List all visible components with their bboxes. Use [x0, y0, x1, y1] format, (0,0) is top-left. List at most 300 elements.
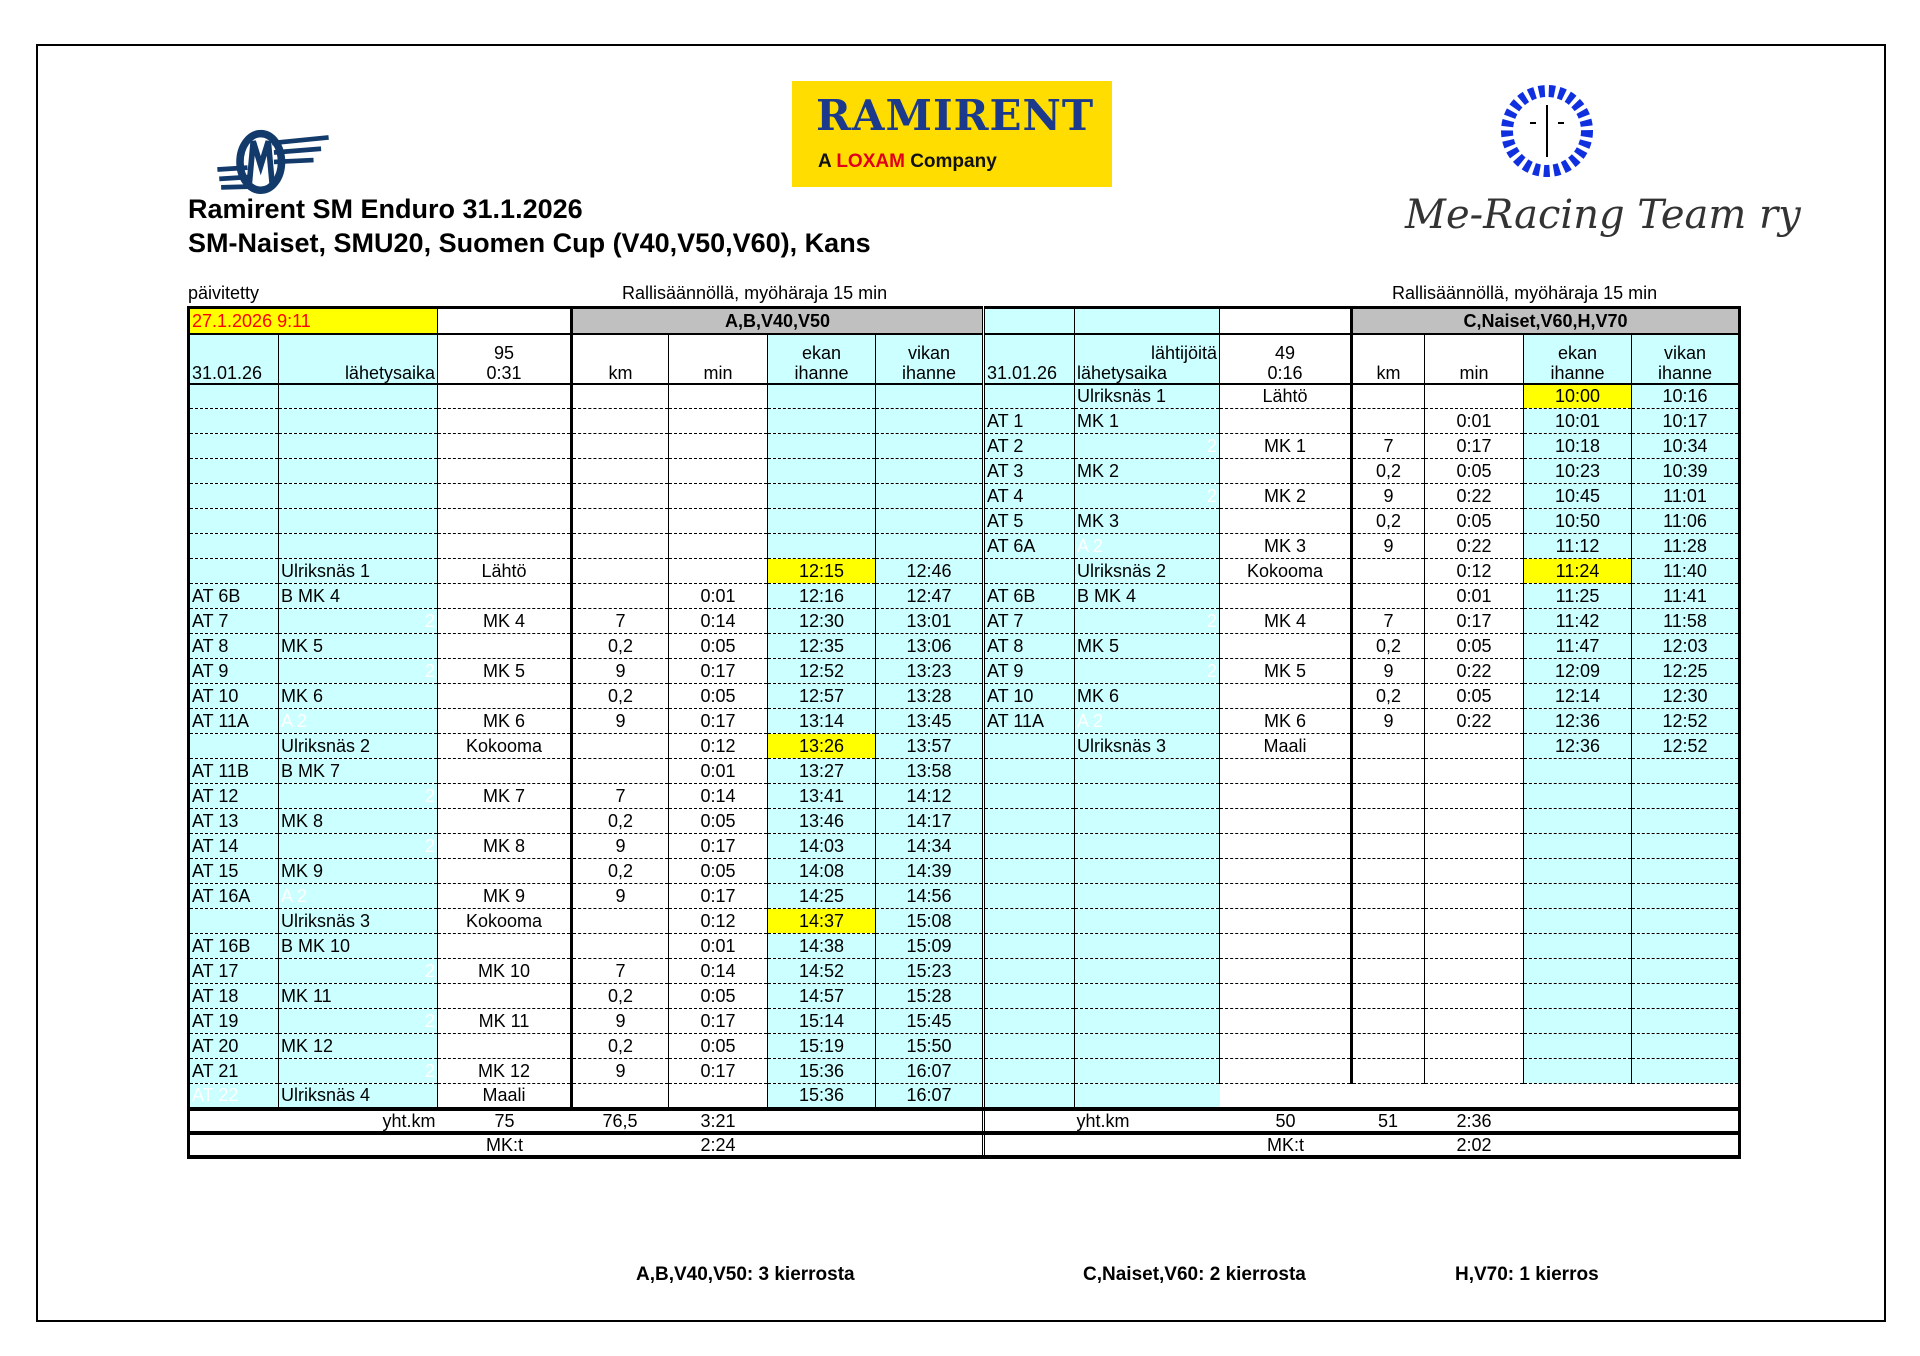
left-stage-cell: AT 12	[189, 784, 279, 809]
left-control-cell	[438, 634, 572, 659]
left-place-cell: B MK 10	[279, 934, 438, 959]
right-min-cell	[1425, 909, 1524, 934]
left-place-cell: MK 6	[279, 684, 438, 709]
left-min-cell: 0:05	[669, 859, 768, 884]
right-first-ideal-cell	[1524, 1034, 1632, 1059]
table-row	[189, 459, 1740, 484]
left-last-ideal-cell: 14:39	[876, 859, 984, 884]
left-first-ideal-cell: 14:37	[768, 909, 876, 934]
right-last-ideal-cell	[1632, 934, 1740, 959]
right-min-cell	[1425, 834, 1524, 859]
left-place-cell: 2	[279, 959, 438, 984]
right-date: 31.01.26	[984, 334, 1075, 384]
right-first-ideal-cell: 11:25	[1524, 584, 1632, 609]
right-place-cell: 2	[1075, 659, 1220, 684]
left-km-cell	[572, 534, 669, 559]
left-km-cell	[572, 409, 669, 434]
table-row	[189, 559, 1740, 584]
table-row	[189, 884, 1740, 909]
left-first-ideal-cell	[768, 384, 876, 409]
right-stage-cell: AT 4	[984, 484, 1075, 509]
right-min-cell	[1425, 384, 1524, 409]
left-first-ideal-cell	[768, 434, 876, 459]
right-km-cell: 9	[1352, 659, 1425, 684]
right-stage-cell	[984, 884, 1075, 909]
right-control-cell	[1220, 884, 1352, 909]
table-row	[189, 384, 1740, 409]
left-stage-cell: AT 10	[189, 684, 279, 709]
right-count-interval: 49 0:16	[1220, 334, 1352, 384]
right-last-ideal-cell	[1632, 909, 1740, 934]
right-last-ideal-cell: 12:25	[1632, 659, 1740, 684]
left-control-cell: MK 12	[438, 1059, 572, 1084]
right-stage-cell	[984, 559, 1075, 584]
right-last-ideal-cell: 12:03	[1632, 634, 1740, 659]
right-place-cell	[1075, 859, 1220, 884]
right-control-cell	[1220, 809, 1352, 834]
right-km-cell: 0,2	[1352, 634, 1425, 659]
right-first-ideal-cell: 10:01	[1524, 409, 1632, 434]
right-place-cell	[1075, 834, 1220, 859]
right-km-cell: 7	[1352, 609, 1425, 634]
left-stage-cell: AT 17	[189, 959, 279, 984]
right-last-ideal-cell	[1632, 809, 1740, 834]
left-control-cell	[438, 934, 572, 959]
left-control-cell: MK 4	[438, 609, 572, 634]
left-km-cell: 9	[572, 1059, 669, 1084]
table-row	[189, 684, 1740, 709]
table-row	[189, 984, 1740, 1009]
left-km-cell: 0,2	[572, 1034, 669, 1059]
left-last-ideal-cell: 15:50	[876, 1034, 984, 1059]
right-km-cell	[1352, 1009, 1425, 1034]
table-row	[189, 1059, 1740, 1084]
left-first-ideal-cell: 13:41	[768, 784, 876, 809]
updated-date: 27.1.2026 9:11	[189, 308, 438, 334]
left-place-cell	[279, 384, 438, 409]
left-km-cell: 0,2	[572, 634, 669, 659]
right-stage-cell	[984, 734, 1075, 759]
right-place-cell: MK 1	[1075, 409, 1220, 434]
right-min-cell: 0:01	[1425, 409, 1524, 434]
left-total-km-b: 76,5	[572, 1109, 669, 1133]
right-stage-cell	[984, 759, 1075, 784]
right-km-cell	[1352, 384, 1425, 409]
table-row	[189, 934, 1740, 959]
table-row	[189, 734, 1740, 759]
right-first-ideal-cell	[1524, 934, 1632, 959]
left-control-cell	[438, 584, 572, 609]
left-km-cell: 9	[572, 659, 669, 684]
right-stage-cell	[984, 959, 1075, 984]
left-count-interval: 95 0:31	[438, 334, 572, 384]
right-place-cell: B MK 4	[1075, 584, 1220, 609]
right-first-ideal-cell: 12:14	[1524, 684, 1632, 709]
table-row	[189, 609, 1740, 634]
right-last-ideal-cell	[1632, 959, 1740, 984]
left-place-cell	[279, 484, 438, 509]
right-control-cell	[1220, 1084, 1352, 1109]
left-last-ideal-cell	[876, 484, 984, 509]
left-min-cell	[669, 534, 768, 559]
table-row	[189, 759, 1740, 784]
right-control-cell: Kokooma	[1220, 559, 1352, 584]
right-last-ideal-cell	[1632, 759, 1740, 784]
right-control-cell	[1220, 934, 1352, 959]
right-first-ideal-cell	[1524, 909, 1632, 934]
left-control-cell: MK 5	[438, 659, 572, 684]
right-stage-cell	[984, 834, 1075, 859]
left-km-cell	[572, 734, 669, 759]
left-km-header: km	[572, 334, 669, 384]
right-place-cell: 2	[1075, 609, 1220, 634]
right-stage-cell	[984, 784, 1075, 809]
left-first-ideal-cell: 14:57	[768, 984, 876, 1009]
right-km-cell	[1352, 1084, 1425, 1109]
left-min-cell: 0:14	[669, 959, 768, 984]
right-place-cell: Ulriksnäs 3	[1075, 734, 1220, 759]
right-min-cell	[1425, 984, 1524, 1009]
right-control-cell: MK 5	[1220, 659, 1352, 684]
left-min-cell: 0:01	[669, 759, 768, 784]
left-first-ideal-cell: 15:14	[768, 1009, 876, 1034]
left-first-ideal-cell	[768, 409, 876, 434]
right-last-ideal-header: vikan ihanne	[1632, 334, 1740, 384]
laps-note-c: C,Naiset,V60: 2 kierrosta	[1083, 1264, 1306, 1285]
left-first-ideal-cell: 15:36	[768, 1059, 876, 1084]
left-stage-cell	[189, 734, 279, 759]
page-title: Ramirent SM Enduro 31.1.2026	[188, 194, 583, 224]
left-last-ideal-cell: 15:28	[876, 984, 984, 1009]
right-last-ideal-cell: 11:58	[1632, 609, 1740, 634]
right-last-ideal-cell: 11:01	[1632, 484, 1740, 509]
left-stage-cell: AT 11B	[189, 759, 279, 784]
right-first-ideal-cell: 11:12	[1524, 534, 1632, 559]
me-racing-logo-text: Me-Racing Team ry	[1405, 192, 1801, 238]
right-place-cell	[1075, 809, 1220, 834]
right-stage-cell	[984, 384, 1075, 409]
left-control-cell	[438, 384, 572, 409]
right-last-ideal-cell	[1632, 859, 1740, 884]
left-last-ideal-cell	[876, 434, 984, 459]
left-min-cell: 0:17	[669, 834, 768, 859]
left-control-cell: MK 6	[438, 709, 572, 734]
left-last-ideal-header: vikan ihanne	[876, 334, 984, 384]
right-km-cell: 0,2	[1352, 684, 1425, 709]
right-stage-cell: AT 2	[984, 434, 1075, 459]
right-place-cell	[1075, 1009, 1220, 1034]
right-control-cell	[1220, 859, 1352, 884]
totals-km-row	[189, 1109, 1740, 1133]
laps-note-a: A,B,V40,V50: 3 kierrosta	[636, 1264, 855, 1285]
right-first-ideal-cell	[1524, 809, 1632, 834]
right-min-header: min	[1425, 334, 1524, 384]
left-km-cell: 0,2	[572, 859, 669, 884]
right-place-cell	[1075, 884, 1220, 909]
right-km-header: km	[1352, 334, 1425, 384]
left-first-ideal-cell	[768, 509, 876, 534]
right-km-cell	[1352, 1059, 1425, 1084]
sml-logo	[212, 128, 334, 194]
left-min-cell: 0:05	[669, 634, 768, 659]
left-min-cell: 0:05	[669, 809, 768, 834]
left-place-cell: 2	[279, 609, 438, 634]
right-last-ideal-cell	[1632, 1059, 1740, 1084]
left-last-ideal-cell: 16:07	[876, 1059, 984, 1084]
left-km-cell	[572, 559, 669, 584]
left-min-cell	[669, 384, 768, 409]
left-last-ideal-cell	[876, 384, 984, 409]
right-first-ideal-cell: 10:45	[1524, 484, 1632, 509]
right-stage-cell: AT 3	[984, 459, 1075, 484]
table-row	[189, 809, 1740, 834]
table-row	[189, 434, 1740, 459]
right-km-cell: 9	[1352, 534, 1425, 559]
right-km-cell	[1352, 559, 1425, 584]
right-first-ideal-cell: 10:50	[1524, 509, 1632, 534]
left-first-ideal-cell: 13:46	[768, 809, 876, 834]
right-km-cell	[1352, 759, 1425, 784]
right-km-cell	[1352, 959, 1425, 984]
right-first-ideal-cell: 11:42	[1524, 609, 1632, 634]
right-last-ideal-cell: 12:30	[1632, 684, 1740, 709]
right-last-ideal-cell	[1632, 784, 1740, 809]
right-last-ideal-cell: 10:17	[1632, 409, 1740, 434]
left-control-cell	[438, 459, 572, 484]
right-first-ideal-cell: 12:09	[1524, 659, 1632, 684]
left-mk-label: MK:t	[438, 1133, 572, 1157]
left-stage-cell: AT 16B	[189, 934, 279, 959]
left-km-cell	[572, 459, 669, 484]
right-km-cell: 7	[1352, 434, 1425, 459]
right-last-ideal-cell	[1632, 984, 1740, 1009]
right-control-cell	[1220, 784, 1352, 809]
left-min-cell: 0:01	[669, 934, 768, 959]
right-last-ideal-cell	[1632, 884, 1740, 909]
left-control-cell	[438, 434, 572, 459]
right-min-cell: 0:05	[1425, 459, 1524, 484]
right-km-cell: 0,2	[1352, 509, 1425, 534]
right-mk-time: 2:02	[1425, 1133, 1524, 1157]
right-km-cell	[1352, 909, 1425, 934]
left-control-cell: Kokooma	[438, 734, 572, 759]
left-stage-cell: AT 6B	[189, 584, 279, 609]
right-total-km-b: 51	[1352, 1109, 1425, 1133]
page-subtitle: SM-Naiset, SMU20, Suomen Cup (V40,V50,V60), Kans	[188, 228, 871, 258]
left-place-cell	[279, 459, 438, 484]
left-control-cell: MK 8	[438, 834, 572, 859]
right-min-cell	[1425, 934, 1524, 959]
right-min-cell	[1425, 809, 1524, 834]
right-km-cell	[1352, 884, 1425, 909]
left-control-cell	[438, 759, 572, 784]
right-control-cell	[1220, 634, 1352, 659]
left-control-cell	[438, 534, 572, 559]
left-last-ideal-cell: 13:23	[876, 659, 984, 684]
left-place-cell: A 2	[279, 709, 438, 734]
right-first-ideal-cell: 12:36	[1524, 709, 1632, 734]
left-control-cell	[438, 409, 572, 434]
right-control-cell: MK 4	[1220, 609, 1352, 634]
table-row	[189, 834, 1740, 859]
left-place-cell: Ulriksnäs 2	[279, 734, 438, 759]
left-stage-cell: AT 15	[189, 859, 279, 884]
left-control-cell	[438, 984, 572, 1009]
right-control-cell: MK 2	[1220, 484, 1352, 509]
left-control-cell	[438, 684, 572, 709]
left-first-ideal-cell: 12:30	[768, 609, 876, 634]
table-row	[189, 709, 1740, 734]
right-first-ideal-cell	[1524, 859, 1632, 884]
right-km-cell	[1352, 784, 1425, 809]
left-place-cell: MK 5	[279, 634, 438, 659]
left-place-cell	[279, 409, 438, 434]
right-place-cell: Ulriksnäs 1	[1075, 384, 1220, 409]
right-last-ideal-cell: 11:06	[1632, 509, 1740, 534]
right-total-time: 2:36	[1425, 1109, 1524, 1133]
right-control-cell	[1220, 409, 1352, 434]
left-place-cell: 2	[279, 1059, 438, 1084]
right-km-cell	[1352, 834, 1425, 859]
right-min-cell: 0:22	[1425, 534, 1524, 559]
left-min-cell: 0:05	[669, 1034, 768, 1059]
left-first-ideal-cell: 13:26	[768, 734, 876, 759]
schedule-table	[187, 306, 1741, 1159]
left-min-cell: 0:17	[669, 1009, 768, 1034]
right-last-ideal-cell: 10:39	[1632, 459, 1740, 484]
right-stage-cell: AT 6B	[984, 584, 1075, 609]
left-first-ideal-cell: 12:35	[768, 634, 876, 659]
right-stage-cell	[984, 809, 1075, 834]
left-last-ideal-cell: 13:01	[876, 609, 984, 634]
right-place-cell	[1075, 1034, 1220, 1059]
left-place-cell: MK 9	[279, 859, 438, 884]
right-stage-cell	[984, 1084, 1075, 1109]
right-last-ideal-cell	[1632, 1009, 1740, 1034]
right-first-ideal-cell	[1524, 784, 1632, 809]
left-stage-cell: AT 8	[189, 634, 279, 659]
left-min-cell	[669, 434, 768, 459]
left-min-cell: 0:17	[669, 884, 768, 909]
left-place-cell: 2	[279, 834, 438, 859]
right-min-cell: 0:22	[1425, 484, 1524, 509]
left-km-cell: 7	[572, 784, 669, 809]
right-min-cell: 0:12	[1425, 559, 1524, 584]
right-place-cell: 2	[1075, 484, 1220, 509]
left-first-ideal-cell: 15:19	[768, 1034, 876, 1059]
right-control-cell	[1220, 1034, 1352, 1059]
right-last-ideal-cell: 11:41	[1632, 584, 1740, 609]
table-row	[189, 959, 1740, 984]
left-min-cell: 0:05	[669, 984, 768, 1009]
left-last-ideal-cell: 13:06	[876, 634, 984, 659]
left-stage-cell	[189, 384, 279, 409]
right-min-cell	[1425, 959, 1524, 984]
left-last-ideal-cell: 16:07	[876, 1084, 984, 1109]
table-row	[189, 634, 1740, 659]
right-first-ideal-cell: 12:36	[1524, 734, 1632, 759]
right-place-cell: 2	[1075, 434, 1220, 459]
right-last-ideal-cell: 11:40	[1632, 559, 1740, 584]
left-control-cell	[438, 1034, 572, 1059]
left-stage-cell: AT 14	[189, 834, 279, 859]
table-row	[189, 1034, 1740, 1059]
right-km-cell	[1352, 584, 1425, 609]
left-control-cell: MK 10	[438, 959, 572, 984]
left-stage-cell	[189, 509, 279, 534]
left-km-cell: 0,2	[572, 984, 669, 1009]
left-place-cell: B MK 7	[279, 759, 438, 784]
left-stage-cell	[189, 559, 279, 584]
me-racing-emblem	[1500, 83, 1594, 179]
left-first-ideal-cell	[768, 459, 876, 484]
left-min-cell: 0:17	[669, 659, 768, 684]
right-first-ideal-cell: 10:18	[1524, 434, 1632, 459]
right-min-cell: 0:17	[1425, 609, 1524, 634]
right-first-ideal-cell	[1524, 984, 1632, 1009]
left-min-cell: 0:14	[669, 609, 768, 634]
left-km-cell: 9	[572, 834, 669, 859]
left-place-cell: MK 8	[279, 809, 438, 834]
right-min-cell: 0:05	[1425, 634, 1524, 659]
right-min-cell	[1425, 1084, 1524, 1109]
right-km-cell: 9	[1352, 709, 1425, 734]
rule-note-right: Rallisäännöllä, myöhäraja 15 min	[1392, 283, 1658, 303]
right-min-cell	[1425, 759, 1524, 784]
right-control-cell	[1220, 1009, 1352, 1034]
left-km-cell	[572, 909, 669, 934]
right-min-cell: 0:05	[1425, 509, 1524, 534]
left-control-cell: Kokooma	[438, 909, 572, 934]
right-first-ideal-cell	[1524, 884, 1632, 909]
header-blank	[1075, 308, 1220, 334]
right-min-cell: 0:17	[1425, 434, 1524, 459]
left-min-cell: 0:12	[669, 734, 768, 759]
left-stage-cell	[189, 434, 279, 459]
left-last-ideal-cell: 13:45	[876, 709, 984, 734]
left-min-cell: 0:01	[669, 584, 768, 609]
left-stage-cell	[189, 484, 279, 509]
right-control-cell	[1220, 959, 1352, 984]
left-last-ideal-cell: 13:57	[876, 734, 984, 759]
right-last-ideal-cell: 10:34	[1632, 434, 1740, 459]
left-last-ideal-cell: 12:46	[876, 559, 984, 584]
left-stage-cell: AT 7	[189, 609, 279, 634]
left-min-header: min	[669, 334, 768, 384]
left-first-ideal-cell: 12:16	[768, 584, 876, 609]
left-place-cell: MK 11	[279, 984, 438, 1009]
left-last-ideal-cell	[876, 409, 984, 434]
left-min-cell	[669, 459, 768, 484]
left-km-cell: 9	[572, 1009, 669, 1034]
left-km-cell: 0,2	[572, 809, 669, 834]
left-control-cell: MK 11	[438, 1009, 572, 1034]
right-place-cell	[1075, 784, 1220, 809]
left-control-cell	[438, 809, 572, 834]
left-first-ideal-cell: 12:15	[768, 559, 876, 584]
left-stage-cell	[189, 459, 279, 484]
right-total-label: yht.km	[1075, 1109, 1220, 1133]
left-min-cell	[669, 484, 768, 509]
right-first-ideal-cell: 10:00	[1524, 384, 1632, 409]
right-km-cell	[1352, 809, 1425, 834]
loxam-tagline: A LOXAM Company	[818, 151, 997, 172]
left-km-cell	[572, 509, 669, 534]
left-place-cell: Ulriksnäs 3	[279, 909, 438, 934]
left-km-cell	[572, 384, 669, 409]
right-stage-cell: AT 11A	[984, 709, 1075, 734]
right-stage-cell: AT 7	[984, 609, 1075, 634]
